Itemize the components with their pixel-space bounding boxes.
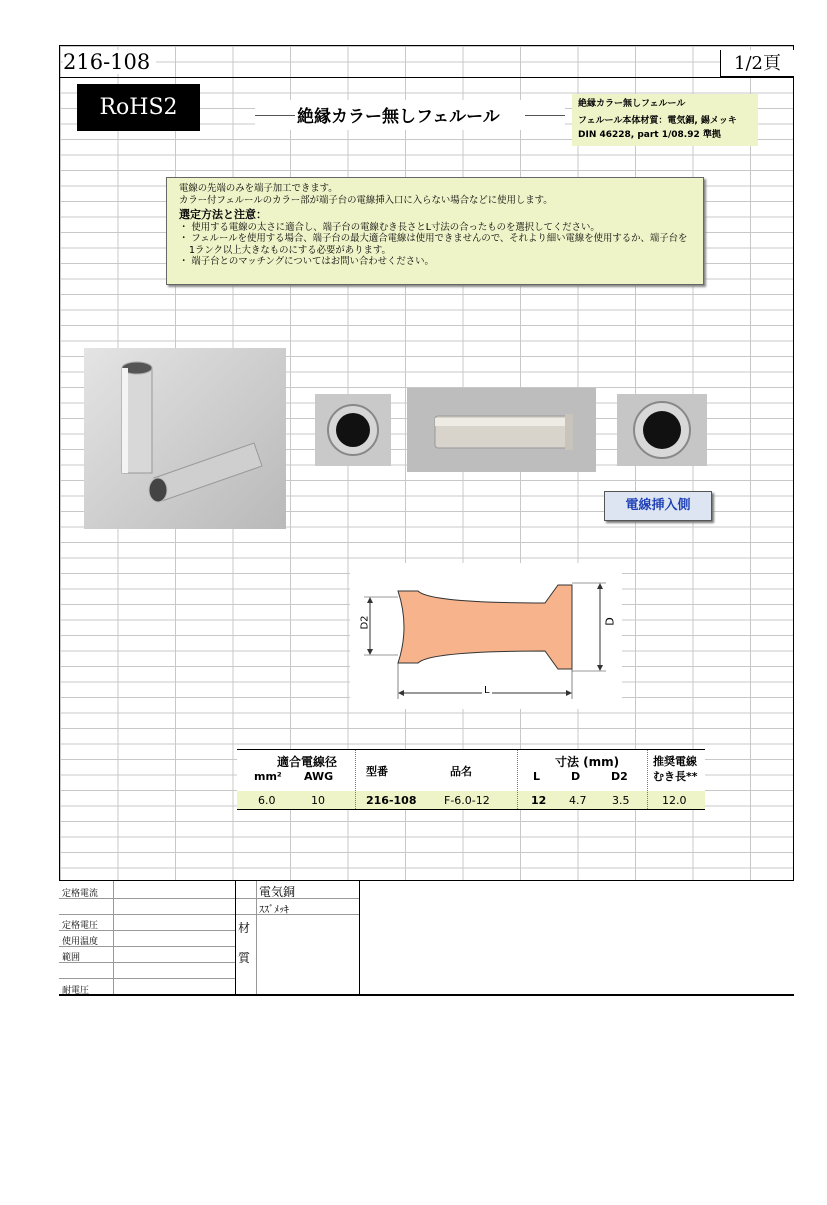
header-strip-2: むき長** xyxy=(653,770,698,783)
rated-current-label: 定格電流 xyxy=(62,889,99,899)
spec-line-1: 絶縁カラー無しフェルール xyxy=(578,99,686,109)
cell-name: F-6.0-12 xyxy=(444,794,490,807)
notes-box xyxy=(166,177,704,285)
spec-line-3: DIN 46228, part 1/08.92 準拠 xyxy=(578,130,721,140)
note-line-1: 電線の先端のみを端子加工できます。 xyxy=(179,183,338,194)
product-photo-end xyxy=(315,394,391,466)
note-bullet-3: ・ 端子台とのマッチングについてはお問い合わせください。 xyxy=(179,256,434,267)
d-label: D xyxy=(603,617,617,626)
title-block xyxy=(255,100,565,130)
header-model: 型番 xyxy=(366,765,388,778)
header-mm2: mm² xyxy=(254,770,282,783)
table-divider xyxy=(647,750,648,809)
ferrule-body-shape xyxy=(398,585,572,669)
table-divider xyxy=(517,750,518,809)
header-dims: 寸法 (mm) xyxy=(555,755,620,769)
material-value-2: ｽｽﾞﾒｯｷ xyxy=(259,905,289,916)
cell-awg: 10 xyxy=(311,794,325,807)
ferrule-side-view xyxy=(407,388,596,472)
header-wire: 適合電線径 xyxy=(277,755,338,769)
d2-label: D2 xyxy=(359,615,371,630)
page-indicator: 1/2頁 xyxy=(720,50,794,77)
header-strip: 推奨電線 xyxy=(653,755,697,768)
note-line-2: カラー付フェルールのカラー部が端子台の電線挿入口に入らない場合などに使用します。 xyxy=(179,194,553,206)
ratings-block xyxy=(59,880,794,998)
withstand-voltage-label: 耐電圧 xyxy=(62,986,90,996)
material-value-1: 電気銅 xyxy=(259,885,296,899)
temp-range-label-2: 範囲 xyxy=(62,953,81,963)
ferrule-end-view xyxy=(315,394,391,466)
header-rule xyxy=(59,77,794,78)
product-photo-main xyxy=(84,348,286,529)
cell-D: 4.7 xyxy=(569,794,587,807)
header-name: 品名 xyxy=(450,765,472,778)
cell-L: 12 xyxy=(531,794,547,807)
material-label-2: 質 xyxy=(238,951,251,965)
note-heading: 選定方法と注意： xyxy=(179,208,267,221)
cell-mm2: 6.0 xyxy=(258,794,276,807)
part-number: 216-108 xyxy=(63,50,156,74)
table-divider xyxy=(355,750,356,809)
material-label-1: 材 xyxy=(238,921,251,935)
note-bullet-1: ・ 使用する電線の太さに適合し、端子台の電線むき長さとL寸法の合ったものを選択してください。 xyxy=(179,221,600,233)
note-bullet-2: ・ フェルールを使用する場合、端子台の最大適合電線は使用できませんので、それより細い電線を使用するか、端子台を1ランク以上大きなものにする必要があります。 xyxy=(179,233,688,256)
header-L: L xyxy=(533,770,541,783)
cell-D2: 3.5 xyxy=(612,794,630,807)
cell-strip: 12.0 xyxy=(662,794,687,807)
header-awg: AWG xyxy=(304,770,334,783)
ferrule-insert-end-view xyxy=(617,394,707,466)
spec-box xyxy=(572,94,758,146)
ferrule-photo-illustration xyxy=(84,348,286,529)
l-label: L xyxy=(484,685,490,696)
rohs-badge: RoHS2 xyxy=(77,84,200,131)
wire-insert-side-label: 電線挿入側 xyxy=(604,491,712,521)
spec-table xyxy=(237,749,705,810)
table-row xyxy=(237,791,705,810)
title-rule-right xyxy=(525,115,565,116)
title-rule-left xyxy=(255,115,295,116)
header-D2: D2 xyxy=(611,770,628,783)
rated-voltage-label: 定格電圧 xyxy=(62,921,99,931)
header-D: D xyxy=(571,770,581,783)
cell-model: 216-108 xyxy=(366,794,417,807)
page-title: 絶縁カラー無しフェルール xyxy=(297,107,500,127)
product-photo-insert-end xyxy=(617,394,707,466)
spec-line-2: フェルール本体材質：電気銅, 錫メッキ xyxy=(578,116,737,126)
temp-range-label-1: 使用温度 xyxy=(62,937,99,947)
dimension-diagram xyxy=(350,563,622,709)
product-photo-side xyxy=(407,388,596,472)
